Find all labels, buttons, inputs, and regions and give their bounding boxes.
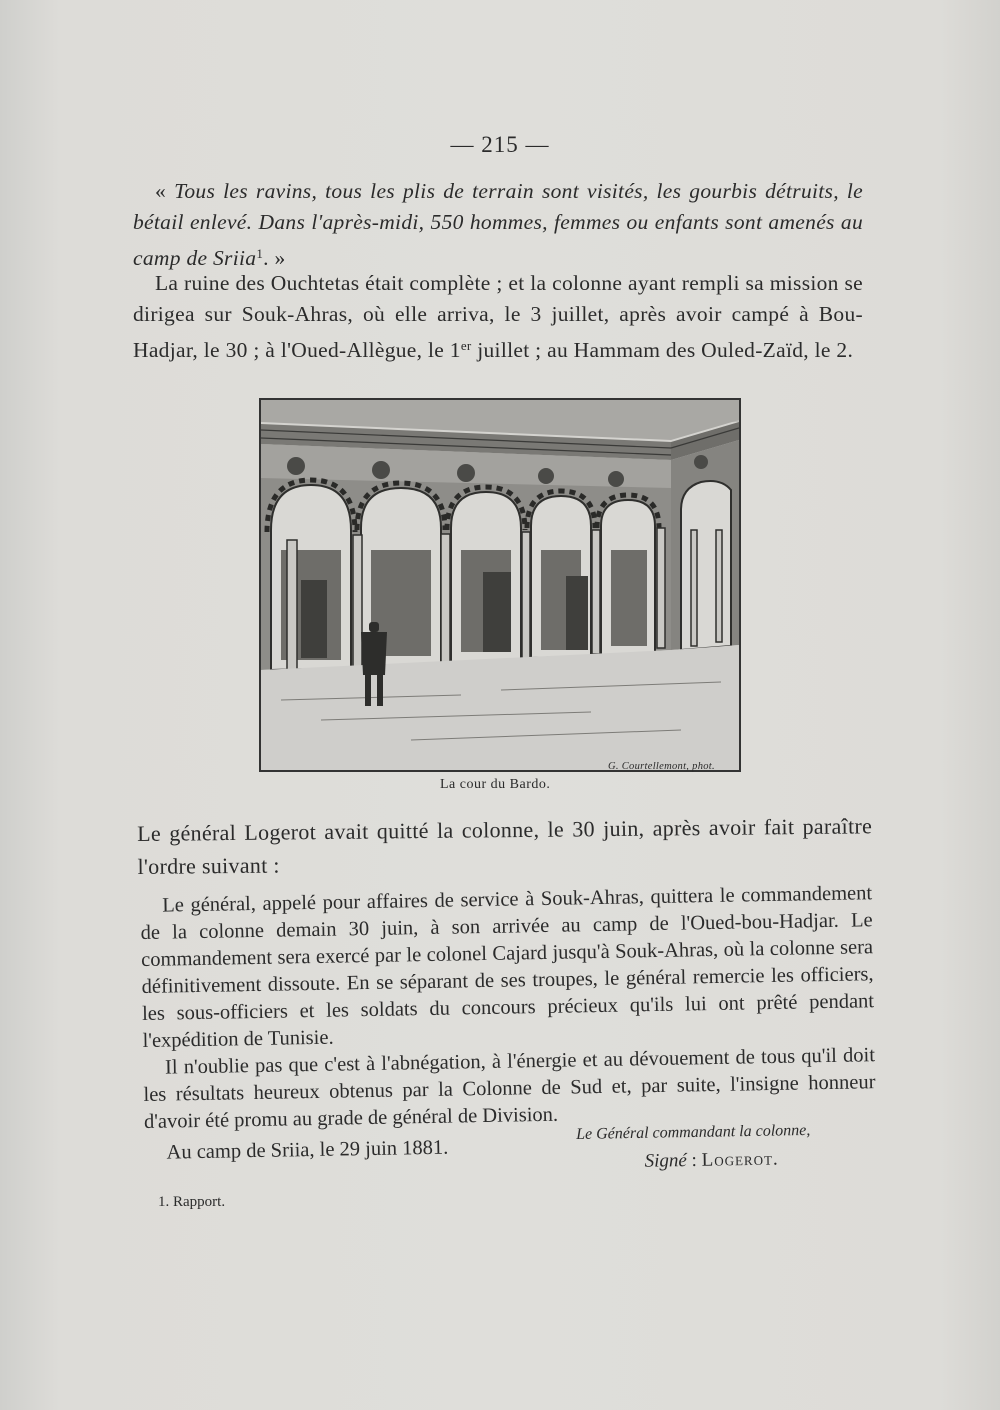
- quote-close: . »: [263, 246, 286, 270]
- quote-open-mark: «: [155, 179, 167, 203]
- page-number: — 215 —: [450, 132, 550, 157]
- signature-line: [644, 1147, 876, 1173]
- signe-label: Signé: [644, 1150, 688, 1172]
- illustration-caption: La cour du Bardo.: [440, 777, 551, 792]
- signature-separator: :: [686, 1149, 702, 1172]
- photo-credit: G. Courtellemont, phot.: [608, 761, 715, 772]
- signature-title: Le Général commandant la colonne,: [576, 1121, 811, 1143]
- order-paragraph-2: Il n'oublie pas que c'est à l'abnégation, à l'énergie et au dévouement de tous qu'il doit les résultats heureux obtenus par la Colonne de Sud et, par suite, l'insigne honneur d'avoir été promu au grade de général de Division.: [143, 1044, 876, 1133]
- signatory-name: Logerot.: [701, 1148, 779, 1171]
- order-dateline: Au camp de Sriia, le 29 juin 1881.: [166, 1136, 449, 1164]
- paragraph-1-text-end: juillet ; au Hammam des Ouled-Zaïd, le 2.: [471, 338, 854, 362]
- paragraph-2: Le général Logerot avait quitté la colonne, le 30 juin, après avoir fait paraître l'ordre suivant :: [137, 813, 873, 879]
- paragraph-1: [133, 268, 863, 366]
- quoted-report: [133, 176, 863, 274]
- quote-text: Tous les ravins, tous les plis de terrain sont visités, les gourbis détruits, le bétail enlevé. Dans l'après-midi, 550 hommes, femmes ou enfants sont amenés au camp de Sriia: [133, 179, 863, 270]
- superscript-er: er: [460, 338, 472, 353]
- footnote: 1. Rapport.: [158, 1194, 226, 1210]
- order-paragraph-1: Le général, appelé pour affaires de service à Souk-Ahras, quittera le commandement de la colonne demain 30 juin, à son arrivée au camp de l'Oued-bou-Hadjar. Le commandement sera exercé par le colonel Cajard jusqu'à Souk-Ahras, où la colonne sera définitivement dissoute. En se séparant de ses troupes, le général remercie les officiers, les sous-officiers et les soldats du concours précieux qu'ils lui ont prêté pendant l'expédition de Tunisie.: [140, 882, 875, 1052]
- paragraph-1-text: La ruine des Ouchtetas était complète ; et la colonne ayant rempli sa mission se dirigea sur Souk-Ahras, où elle arriva, le 3 juillet, après avoir campé à Bou-Hadjar, le 30 ; à l'Oued-Allègue, le 1: [133, 271, 863, 362]
- signature-block: [576, 1121, 877, 1174]
- bardo-courtyard-engraving: [259, 398, 741, 772]
- footnote-ref: 1: [256, 246, 264, 261]
